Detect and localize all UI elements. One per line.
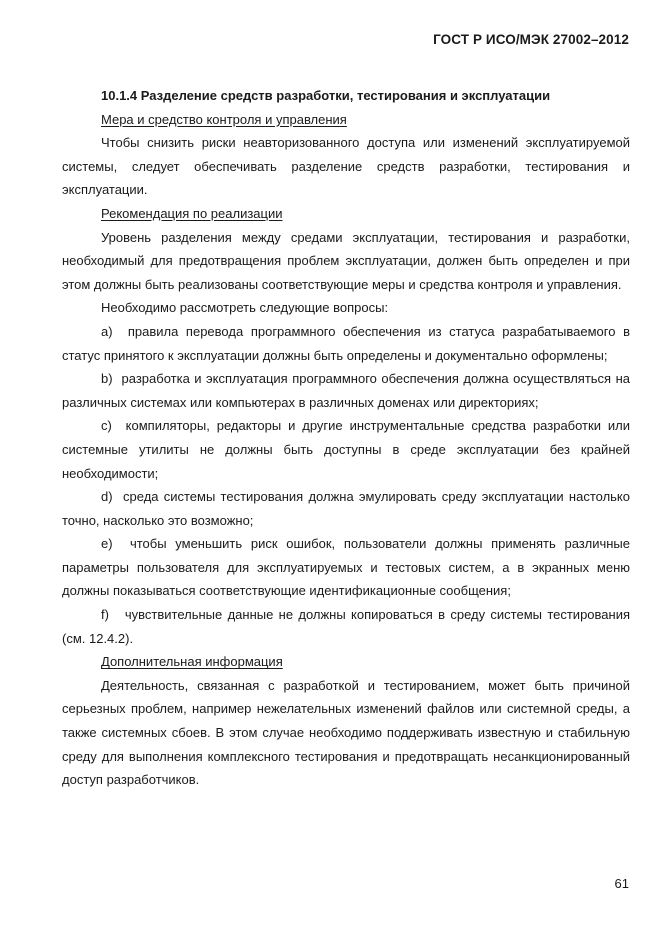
page-number: 61 xyxy=(614,876,629,891)
list-item-f: f) чувствительные данные не должны копироваться в среду системы тестирования (см. 12.4.2). xyxy=(62,607,630,646)
additional-heading xyxy=(62,650,630,674)
control-heading-text: Мера и средство контроля и управления xyxy=(101,111,347,127)
guidance-paragraph: Уровень разделения между средами эксплуатации, тестирования и разработки, необходимый для предотвращения проблем эксплуатации, должен быть определен и при этом должны быть реализованы соответствующие меры и средства контроля и управления. xyxy=(62,229,630,292)
list-item-c: c) компиляторы, редакторы и другие инструментальные средства разработки или системные утилиты не должны быть доступны в среде эксплуатации без крайней необходимости; xyxy=(62,418,630,481)
list-item-d: d) среда системы тестирования должна эмулировать среду эксплуатации настолько точно, насколько это возможно; xyxy=(62,489,630,528)
document-header: ГОСТ Р ИСО/МЭК 27002–2012 xyxy=(433,32,629,47)
guidance-heading-text: Рекомендация по реализации xyxy=(101,205,283,221)
issues-intro: Необходимо рассмотреть следующие вопросы: xyxy=(101,300,389,316)
control-heading xyxy=(62,108,630,132)
list-item-b: b) разработка и эксплуатация программного обеспечения должна осуществляться на различных системах или компьютерах в различных доменах или директориях; xyxy=(62,371,630,410)
control-paragraph: Чтобы снизить риски неавторизованного доступа или изменений эксплуатируемой системы, следует обеспечивать разделение средств разработки, тестирования и эксплуатации. xyxy=(62,135,630,198)
additional-heading-text: Дополнительная информация xyxy=(101,654,283,670)
section-title: 10.1.4 Разделение средств разработки, тестирования и эксплуатации xyxy=(101,88,551,103)
guidance-heading xyxy=(62,202,630,226)
document-body xyxy=(62,84,630,792)
list-item-a: a) правила перевода программного обеспечения из статуса разрабатываемого в статус принятого к эксплуатации должны быть определены и документально оформлены; xyxy=(62,323,630,363)
list-item-e: e) чтобы уменьшить риск ошибок, пользователи должны применять различные параметры пользователя для эксплуатируемых и тестовых систем, а в экранных меню должны показываться соответствующие идентификационные сообщения; xyxy=(62,536,630,599)
additional-paragraph: Деятельность, связанная с разработкой и тестированием, может быть причиной серьезных проблем, например нежелательных изменений файлов или системной среды, а также системных сбоев. В этом случае необходимо поддерживать известную и стабильную среду для выполнения комплексного тестирования и предотвращать несанкционированный доступ разработчиков. xyxy=(62,677,630,788)
